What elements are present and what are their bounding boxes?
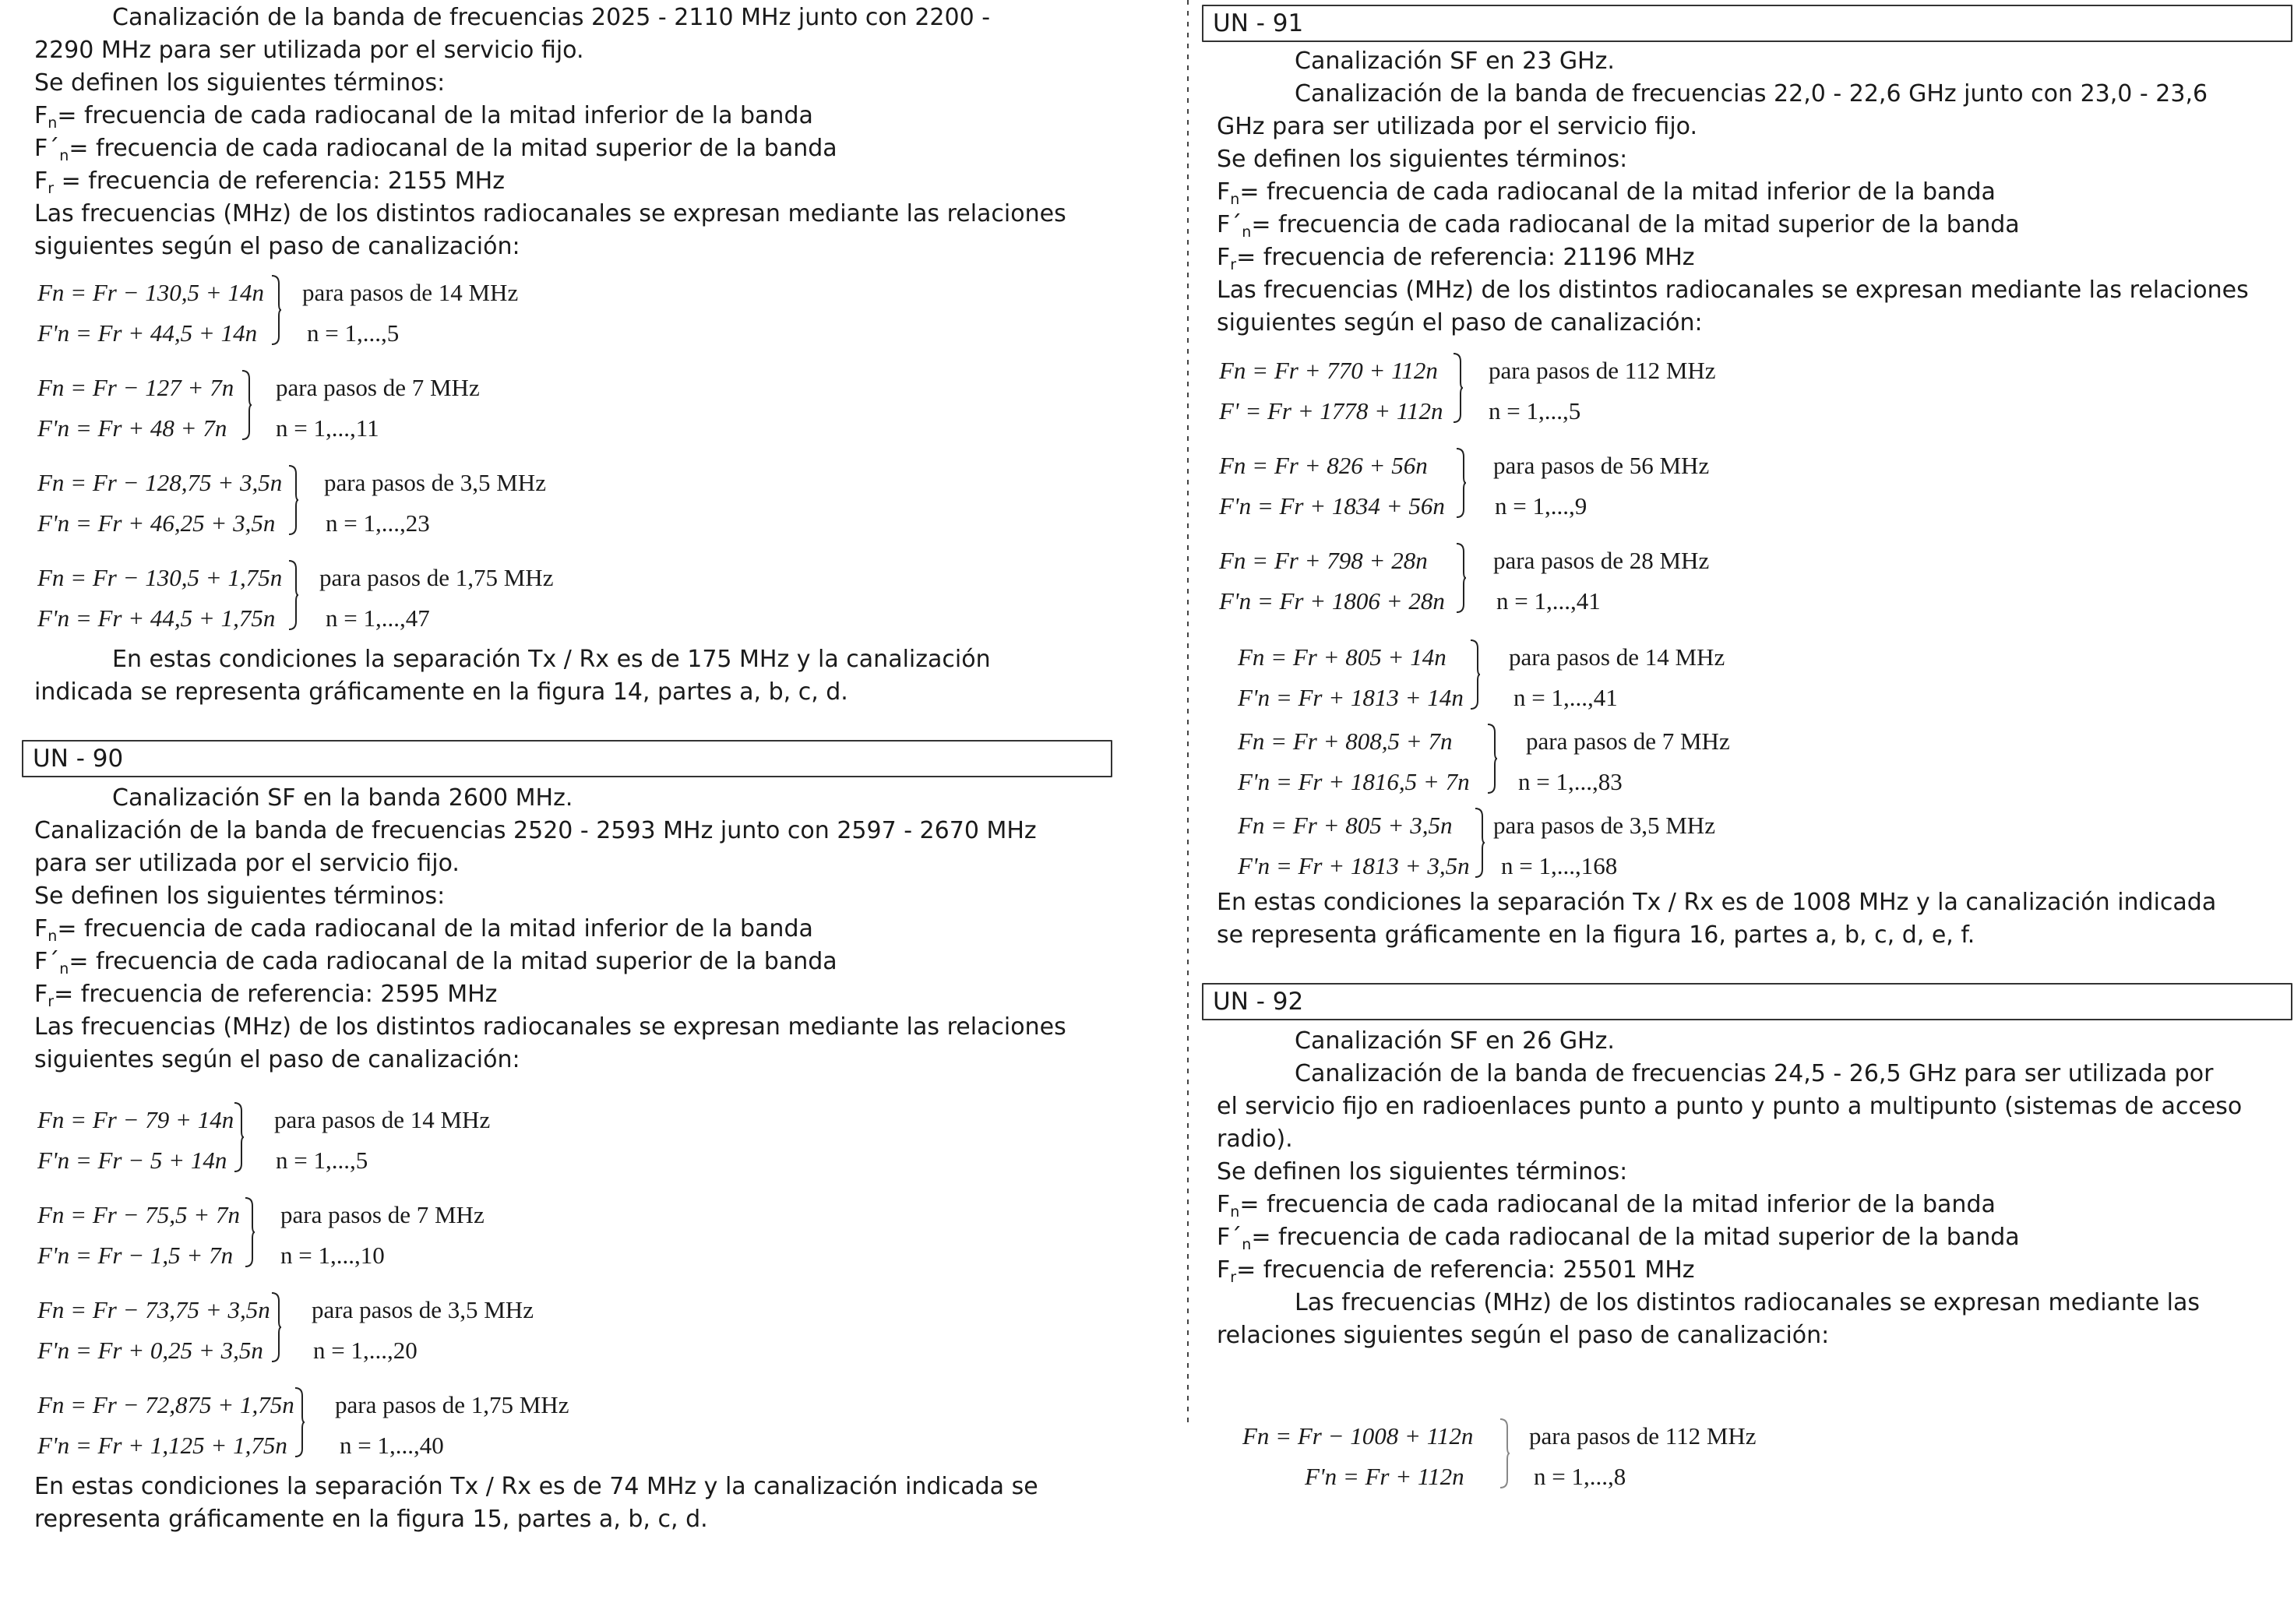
un89-concl-line2: indicada se representa gráficamente en la figura 14, partes a, b, c, d. xyxy=(34,678,848,706)
un89-def-fn: $F_n=$ frecuencia de cada radiocanal de la mitad inferior de la banda xyxy=(34,102,813,132)
column-divider xyxy=(1187,0,1189,1425)
un90-rel-line2: siguientes según el paso de canalización: xyxy=(34,1046,520,1073)
un90-concl-line2: representa gráficamente en la figura 15, partes a, b, c, d. xyxy=(34,1506,708,1533)
un90-def-fr: $F_r=$ frecuencia de referencia: 2595 MHz xyxy=(34,981,498,1010)
un89-defs-intro: Se definen los siguientes términos: xyxy=(34,69,446,97)
un91-def-fr: $F_r=$ frecuencia de referencia: 21196 MHz xyxy=(1217,244,1695,273)
un89-line1: Canalización de la banda de frecuencias 2025 - 2110 MHz junto con 2200 - xyxy=(112,4,991,31)
un89-rel-line2: siguientes según el paso de canalización: xyxy=(34,233,520,260)
un90-def-fpn: $F´_n=$ frecuencia de cada radiocanal de la mitad superior de la banda xyxy=(34,948,837,978)
un92-rel-line1: Las frecuencias (MHz) de los distintos radiocanales se expresan mediante las xyxy=(1295,1289,2201,1316)
un90-title: Canalización SF en la banda 2600 MHz. xyxy=(112,784,573,812)
un91-title: Canalización SF en 23 GHz. xyxy=(1295,48,1615,75)
un92-def-fpn: $F´_n=$ frecuencia de cada radiocanal de la mitad superior de la banda xyxy=(1217,1224,2020,1253)
un92-line1: Canalización de la banda de frecuencias 24,5 - 26,5 GHz para ser utilizada por xyxy=(1295,1060,2214,1087)
un92-def-fn: $F_n=$ frecuencia de cada radiocanal de la mitad inferior de la banda xyxy=(1217,1191,1996,1221)
un89-concl-line1: En estas condiciones la separación Tx / Rx es de 175 MHz y la canalización xyxy=(112,646,991,673)
un91-concl-line1: En estas condiciones la separación Tx / Rx es de 1008 MHz y la canalización indicada xyxy=(1217,889,2217,916)
un91-header: UN - 91 xyxy=(1202,5,2292,42)
un90-def-fn: $F_n=$ frecuencia de cada radiocanal de la mitad inferior de la banda xyxy=(34,915,813,945)
un91-rel-line2: siguientes según el paso de canalización: xyxy=(1217,309,1703,336)
un91-line2: GHz para ser utilizada por el servicio fijo. xyxy=(1217,113,1698,140)
un89-def-fr: $F_r$ = frecuencia de referencia: 2155 MHz xyxy=(34,167,505,197)
un89-line2: 2290 MHz para ser utilizada por el servicio fijo. xyxy=(34,37,584,64)
un90-line1: Canalización de la banda de frecuencias 2520 - 2593 MHz junto con 2597 - 2670 MHz xyxy=(34,817,1037,844)
un91-defs-intro: Se definen los siguientes términos: xyxy=(1217,146,1628,173)
un92-rel-line2: relaciones siguientes según el paso de canalización: xyxy=(1217,1322,1830,1349)
un91-line1: Canalización de la banda de frecuencias 22,0 - 22,6 GHz junto con 23,0 - 23,6 xyxy=(1295,80,2208,107)
un89-rel-line1: Las frecuencias (MHz) de los distintos radiocanales se expresan mediante las relaciones xyxy=(34,200,1066,227)
un89-def-fpn: $F´_n=$ frecuencia de cada radiocanal de la mitad superior de la banda xyxy=(34,135,837,164)
un91-def-fpn: $F´_n=$ frecuencia de cada radiocanal de la mitad superior de la banda xyxy=(1217,211,2020,241)
un92-title: Canalización SF en 26 GHz. xyxy=(1295,1027,1615,1055)
un91-rel-line1: Las frecuencias (MHz) de los distintos radiocanales se expresan mediante las relaciones xyxy=(1217,277,2249,304)
un92-line2: el servicio fijo en radioenlaces punto a punto y punto a multipunto (sistemas de acceso xyxy=(1217,1093,2243,1120)
un91-concl-line2: se representa gráficamente en la figura 16, partes a, b, c, d, e, f. xyxy=(1217,921,1975,949)
un92-defs-intro: Se definen los siguientes términos: xyxy=(1217,1158,1628,1185)
un90-concl-line1: En estas condiciones la separación Tx / Rx es de 74 MHz y la canalización indicada se xyxy=(34,1473,1038,1500)
un92-def-fr: $F_r=$ frecuencia de referencia: 25501 MHz xyxy=(1217,1256,1695,1286)
un92-header: UN - 92 xyxy=(1202,983,2292,1020)
un90-rel-line1: Las frecuencias (MHz) de los distintos radiocanales se expresan mediante las relaciones xyxy=(34,1013,1066,1041)
un90-defs-intro: Se definen los siguientes términos: xyxy=(34,882,446,910)
un90-header: UN - 90 xyxy=(22,740,1112,777)
un90-line2: para ser utilizada por el servicio fijo. xyxy=(34,850,460,877)
un92-line3: radio). xyxy=(1217,1126,1293,1153)
un91-def-fn: $F_n=$ frecuencia de cada radiocanal de la mitad inferior de la banda xyxy=(1217,178,1996,208)
